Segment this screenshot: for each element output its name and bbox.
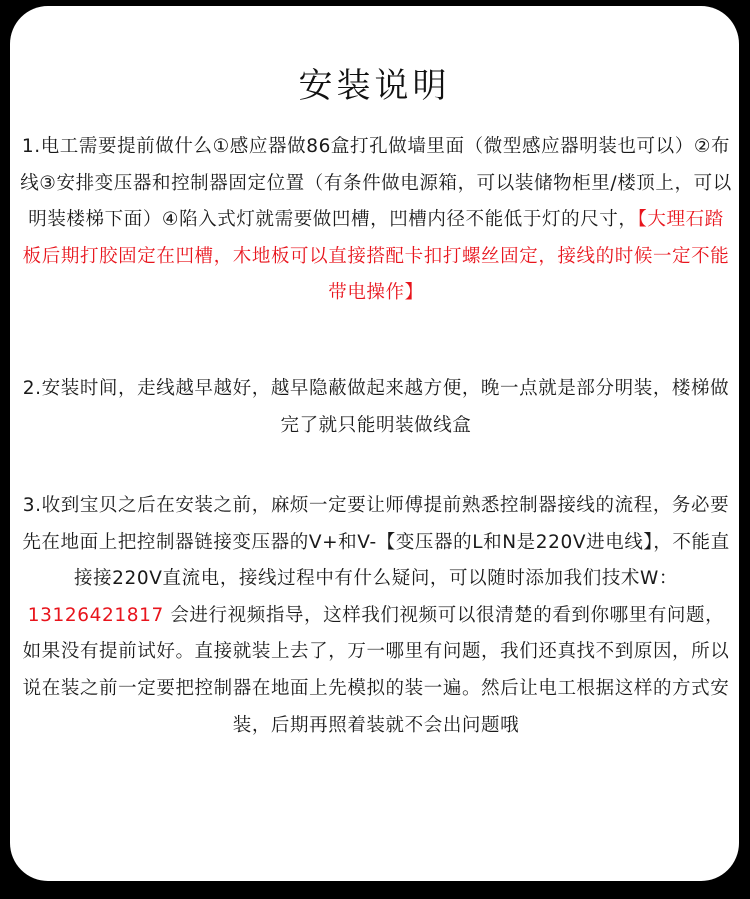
contact-phone: 13126421817 xyxy=(27,604,164,626)
section-2-text: 2.安装时间，走线越早越好，越早隐蔽做起来越方便，晚一点就是部分明装，楼梯做完了就只能明装做线盒 xyxy=(22,378,730,436)
section-1-highlight: 【大理石踏板后期打胶固定在凹槽，木地板可以直接搭配卡扣打螺丝固定，接线的时候一定不能带电操作】 xyxy=(22,209,730,304)
section-1 xyxy=(20,129,732,312)
section-3-text-before: 3.收到宝贝之后在安装之前，麻烦一定要让师傅提前熟悉控制器接线的流程，务必要先在地面上把控制器链接变压器的V+和V-【变压器的L和N是220V进电线】，不能直接接220V直流电，接线过程中有什么疑问，可以随时添加我们技术W： xyxy=(22,495,730,590)
instruction-card xyxy=(10,6,739,881)
section-3 xyxy=(20,488,732,744)
section-1-text: 1.电工需要提前做什么①感应器做86盒打孔做墙里面（微型感应器明装也可以）②布线③安排变压器和控制器固定位置（有条件做电源箱，可以装储物柜里/楼顶上，可以明装楼梯下面）④陷入式灯就需要做凹槽，凹槽内径不能低于灯的尺寸， xyxy=(20,136,732,231)
section-2 xyxy=(20,371,732,444)
page-title: 安装说明 xyxy=(298,66,451,106)
section-3-text-after: 会进行视频指导，这样我们视频可以很清楚的看到你哪里有问题，如果没有提前试好。直接就装上去了，万一哪里有问题，我们还真找不到原因，所以说在装之前一定要把控制器在地面上先模拟的装一遍。然后让电工根据这样的方式安装，后期再照着装就不会出问题哦 xyxy=(22,604,730,736)
